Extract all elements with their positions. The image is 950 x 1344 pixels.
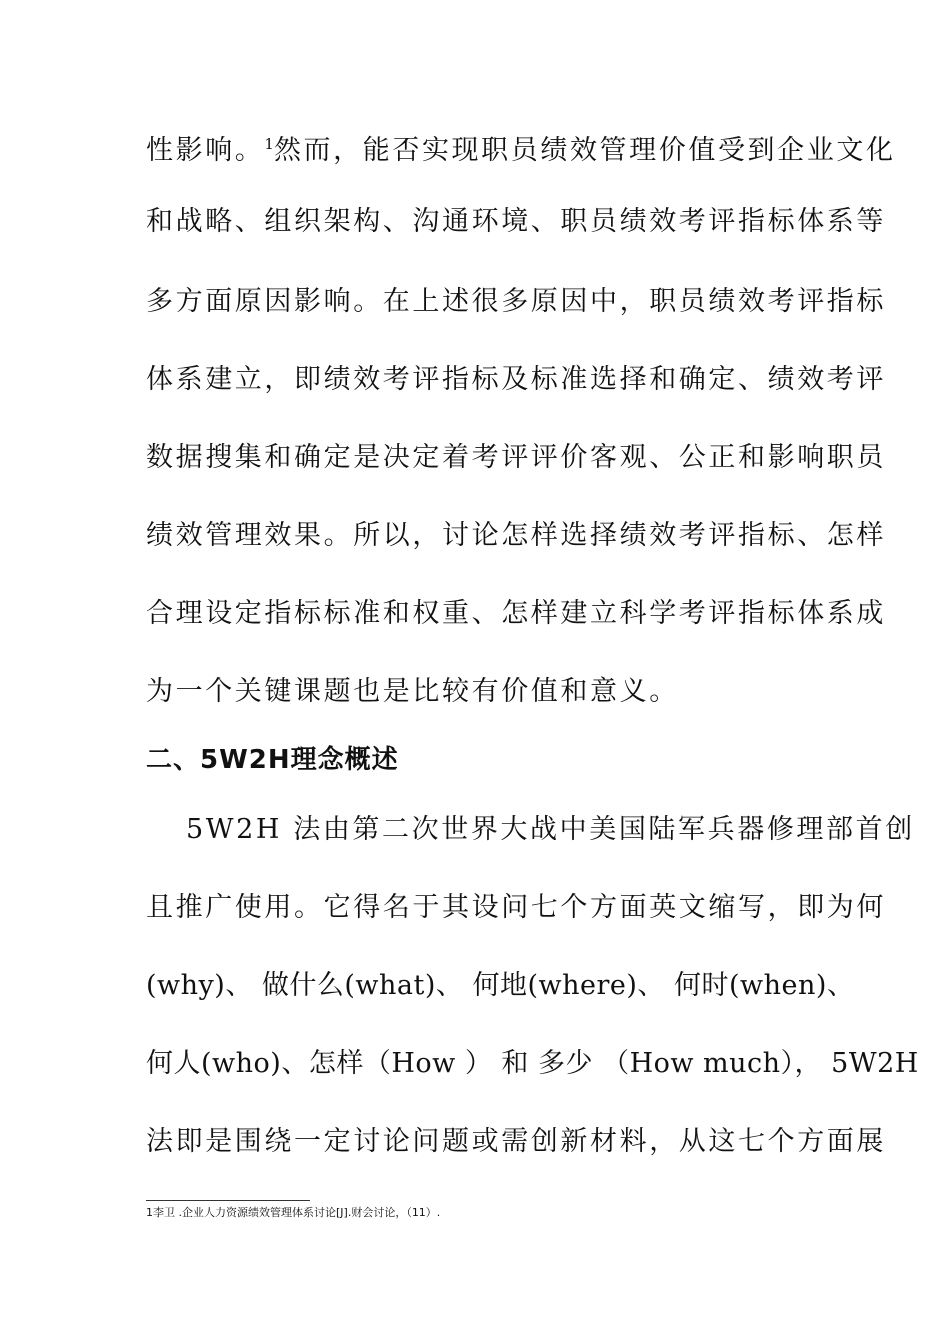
paragraph-line: 5W2H 法由第二次世界大战中美国陆军兵器修理部首创 xyxy=(186,814,915,845)
paragraph-line: 法即是围绕一定讨论问题或需创新材料，从这七个方面展 xyxy=(146,1126,886,1157)
paragraph-line: 合理设定指标标准和权重、怎样建立科学考评指标体系成 xyxy=(146,598,886,629)
text-segment: 性影响。 xyxy=(146,135,265,166)
paragraph-line: 何人(who)、怎样（How ） 和 多少 （How much）， 5W2H xyxy=(146,1048,919,1079)
section-heading: 二、5W2H理念概述 xyxy=(146,745,399,775)
footnote-text: 1李卫 .企业人力资源绩效管理体系讨论[J].财会讨论，（11）. xyxy=(146,1206,441,1219)
paragraph-line: 体系建立，即绩效考评指标及标准选择和确定、绩效考评 xyxy=(146,364,886,395)
paragraph-line: 和战略、组织架构、沟通环境、职员绩效考评指标体系等 xyxy=(146,206,886,237)
paragraph-line: 为一个关键课题也是比较有价值和意义。 xyxy=(146,676,679,707)
paragraph-line: 数据搜集和确定是决定着考评评价客观、公正和影响职员 xyxy=(146,442,886,473)
text-segment: 然而，能否实现职员绩效管理价值受到企业文化 xyxy=(273,135,896,166)
footnote-divider xyxy=(146,1200,310,1201)
paragraph-line: (why)、 做什么(what)、 何地(where)、 何时(when)、 xyxy=(146,970,855,1001)
paragraph-line xyxy=(146,126,896,169)
paragraph-line: 且推广使用。它得名于其设问七个方面英文缩写，即为何 xyxy=(146,892,886,923)
footnote-marker[interactable]: 1 xyxy=(264,135,274,153)
paragraph-line: 绩效管理效果。所以，讨论怎样选择绩效考评指标、怎样 xyxy=(146,520,886,551)
paragraph-line: 多方面原因影响。在上述很多原因中，职员绩效考评指标 xyxy=(146,286,886,317)
